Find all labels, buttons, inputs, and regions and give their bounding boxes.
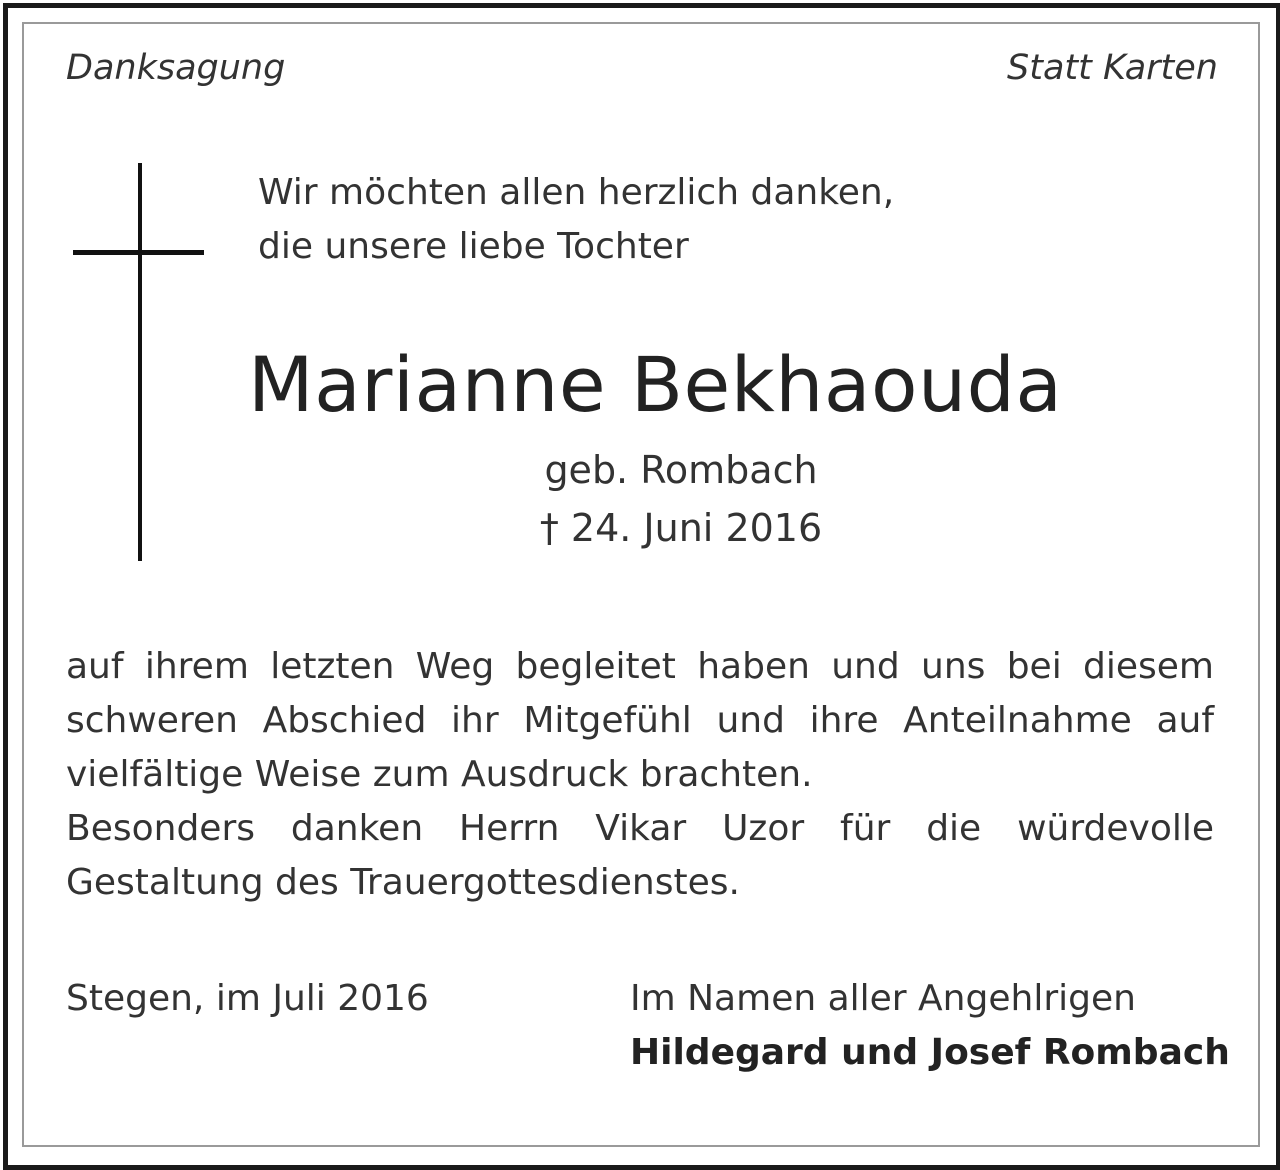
intro-line: die unsere liebe Tochter [258, 226, 689, 267]
intro-text [258, 166, 894, 274]
header-danksagung: Danksagung [66, 48, 286, 88]
intro-line: Wir möchten allen herzlich danken, [258, 172, 895, 213]
body-line: Gestaltung des Trauergottesdienstes. [66, 862, 740, 903]
place-date: Stegen, im Juli 2016 [66, 978, 429, 1019]
body-line: schweren Abschied ihr Mitgefühl und ihre Anteilnahme auf [66, 700, 1214, 741]
cross-vertical-bar [138, 163, 142, 561]
body-line: vielfältige Weise zum Ausdruck brachten. [66, 754, 813, 795]
signatories: Hildegard und Josef Rombach [630, 1032, 1230, 1073]
birth-name: geb. Rombach [544, 448, 818, 492]
deceased-name: Marianne Bekhaouda [248, 340, 1063, 429]
cross-horizontal-bar [73, 250, 204, 255]
body-line: auf ihrem letzten Weg begleitet haben und uns bei diesem [66, 646, 1214, 687]
date-of-death: † 24. Juni 2016 [539, 506, 823, 550]
body-line: Besonders danken Herrn Vikar Uzor für die würdevolle [66, 808, 1214, 849]
header-statt-karten: Statt Karten [1007, 48, 1218, 88]
body-text [66, 640, 1214, 910]
on-behalf-line: Im Namen aller Angehlrigen [630, 978, 1136, 1019]
